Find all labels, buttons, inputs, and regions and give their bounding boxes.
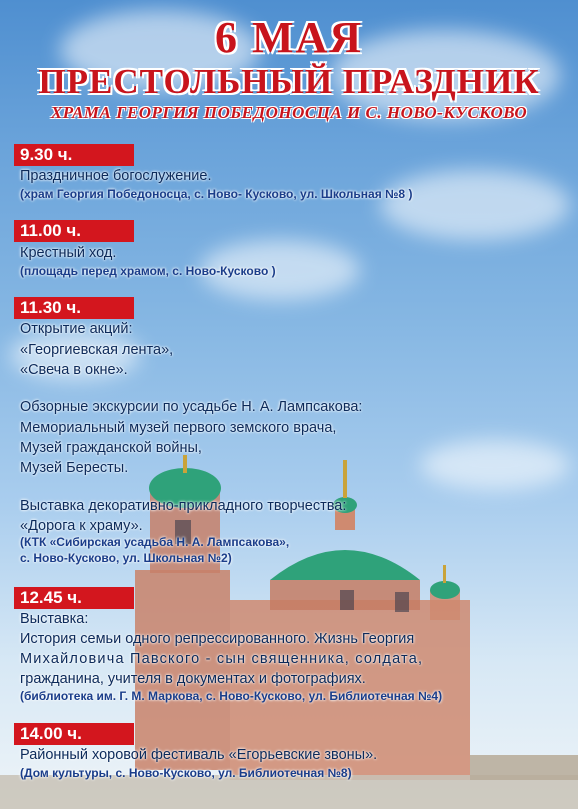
event-location: (КТК «Сибирская усадьба Н. А. Лампсакова»,	[20, 535, 290, 549]
time-badge: 14.00 ч.	[14, 723, 134, 745]
time-badge: 9.30 ч.	[14, 144, 134, 166]
event-text: Мемориальный музей первого земского врача,	[20, 420, 337, 436]
time-badge: 12.45 ч.	[14, 587, 134, 609]
event-text: Выставка декоративно-прикладного творчества:	[20, 498, 347, 514]
event-location: с. Ново-Кусково, ул. Школьная №2)	[20, 551, 232, 565]
event-location: (площадь перед храмом, с. Ново-Кусково )	[20, 264, 276, 278]
event-text: Михайловича Павского - сын священника, солдата,	[20, 651, 424, 667]
event-text: «Георгиевская лента»,	[20, 342, 174, 358]
event-location: (Дом культуры, с. Ново-Кусково, ул. Библиотечная №8)	[20, 766, 352, 780]
poster-title: ПРЕСТОЛЬНЫЙ ПРАЗДНИК	[38, 62, 540, 101]
poster-subtitle: ХРАМА ГЕОРГИЯ ПОБЕДОНОСЦА И С. НОВО-КУСКОВО	[50, 103, 528, 122]
event-text: Праздничное богослужение.	[20, 168, 212, 184]
event-text: Выставка:	[20, 611, 89, 627]
event-text: История семьи одного репрессированного. Жизнь Георгия	[20, 631, 415, 647]
event-text: Обзорные экскурсии по усадьбе Н. А. Лампсакова:	[20, 399, 363, 415]
poster-header	[0, 14, 578, 124]
event-location: (храм Георгия Победоносца, с. Ново- Кусково, ул. Школьная №8 )	[20, 187, 413, 201]
event-text: «Свеча в окне».	[20, 362, 128, 378]
event-text: гражданина, учителя в документах и фотографиях.	[20, 671, 366, 687]
event-text: Открытие акций:	[20, 321, 133, 337]
event-location: (библиотека им. Г. М. Маркова, с. Ново-Кусково, ул. Библиотечная №4)	[20, 689, 443, 703]
time-badge: 11.00 ч.	[14, 220, 134, 242]
event-text: «Дорога к храму».	[20, 518, 143, 534]
event-date: 6 МАЯ	[214, 13, 364, 62]
event-text: Районный хоровой фестиваль «Егорьевские звоны».	[20, 747, 378, 763]
time-badge: 11.30 ч.	[14, 297, 134, 319]
event-text: Музей Бересты.	[20, 460, 129, 476]
event-text: Музей гражданской войны,	[20, 440, 202, 456]
event-text: Крестный ход.	[20, 245, 117, 261]
